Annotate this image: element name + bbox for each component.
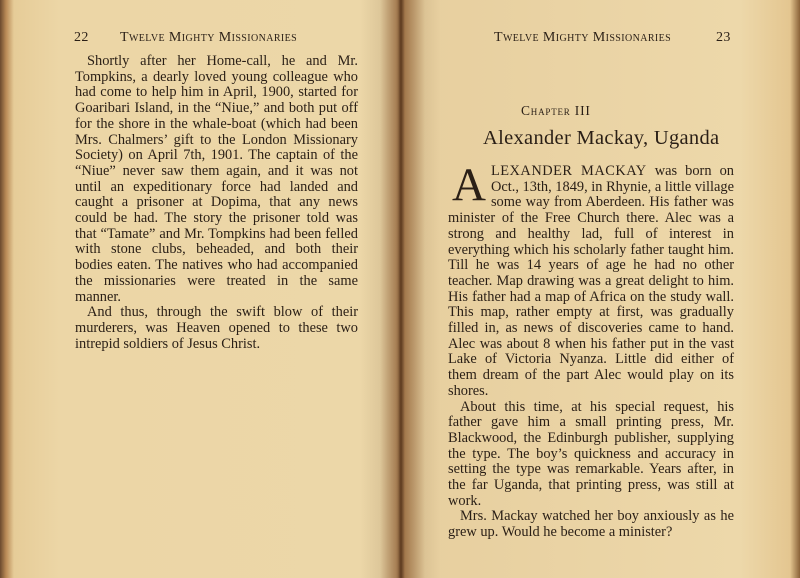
left-page-body — [75, 54, 358, 352]
paragraph — [448, 159, 734, 400]
chapter-label: Chapter III — [521, 103, 591, 118]
paragraph: Shortly after her Home-call, he and Mr. Tompkins, a dearly loved young colleague who had come to help him in April, 1900, started for Goaribari Island, in the “Niue,” and both put off for the shore in the whale-boat (which had been Mrs. Chalmers’ gift to the London Missionary Society) on April 7th, 1901. The captain of the “Niue” never saw them again, and it was not until an expeditionary force had landed and caught a prisoner at Dopima, that any news could be had. The story the prisoner told was that “Tamate” and Mr. Tompkins had been felled with stone clubs, beheaded, and both their bodies eaten. The natives who had accompanied the missionaries were treated in the same manner. — [75, 53, 358, 305]
page-number-right: 23 — [716, 30, 731, 45]
paragraph: And thus, through the swift blow of their murderers, was Heaven opened to these two intrepid soldiers of Jesus Christ. — [75, 304, 358, 352]
paragraph: Mrs. Mackay watched her boy anxiously as he grew up. Would he become a minister? — [448, 508, 734, 541]
paragraph: About this time, at his special request, his father gave him a small printing press, Mr. Blackwood, the Edinburgh publisher, supplying the type. The boy’s quickness and accuracy in setting the type was remarkable. Years after, in the far Uganda, that printing press, was still at work. — [448, 398, 734, 509]
right-page-body — [448, 159, 734, 541]
drop-cap: A — [452, 159, 486, 211]
running-head-right: Twelve Mighty Missionaries — [494, 30, 672, 45]
opening-words: LEXANDER MACKAY — [490, 163, 647, 179]
paragraph-text: was born on Oct., 13th, 1849, in Rhynie, a little village some way from Aberdeen. His father was minister of the Free Church there. Alec was a strong and healthy lad, full of interest in everything which his scholarly father taught him. Till he was 14 years of age he had no other teacher. Map drawing was a great delight to him. His father had a map of Africa on the study wall. This map, rather empty at first, was gradually filled in, as news of discoveries came to hand. Alec was about 8 when his father put in the vast Lake of Victoria Nyanza. Little did either of them dream of the part Alec would play on its shores. — [448, 163, 734, 399]
running-head-left: Twelve Mighty Missionaries — [120, 30, 298, 45]
page-number-left: 22 — [74, 30, 89, 45]
right-page — [401, 0, 800, 578]
chapter-title: Alexander Mackay, Uganda — [483, 127, 720, 149]
